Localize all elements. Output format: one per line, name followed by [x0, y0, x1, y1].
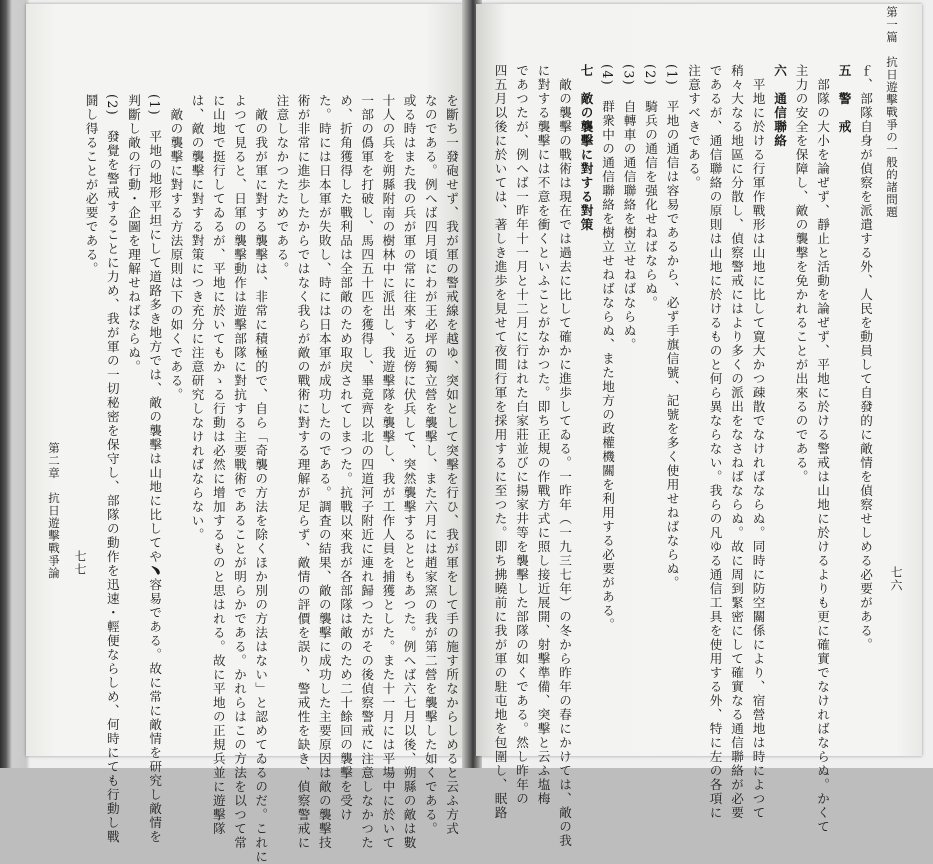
right-text-column: 六 通信聯絡: [772, 64, 787, 148]
right-text-column: (1) 平地の通信は容易であるから、必ず手旗信號、記號を多く使用せねばならぬ。: [664, 64, 680, 591]
left-text-column: に山地で挺行してゐるが、平地に於いてもかゝる行動は必然に增加するものと思はれる。故に平地の正規兵並に遊擊隊: [210, 94, 226, 836]
right-text-column: 四五月以後に於いては、著しき進歩を見せて夜間行軍を採用するに至つた。即ち拂曉前に我が軍の駐屯地を包圍し、眠路: [492, 64, 508, 820]
left-text-column: た。時には日本軍が失敗し、時には日本軍が成功したのである。調査の結果、敵の襲擊に成功した主要原因は敵の襲擊技: [316, 94, 332, 850]
right-page-number: 七六: [889, 566, 903, 592]
right-text-column: であつたが、例へば一昨年十一月と十二月に行はれた白家莊並びに揚家井等を襲擊した部隊の如くである。然し昨年の: [514, 64, 529, 806]
right-text-column: 七 敵の襲擊に對する對策: [578, 64, 594, 232]
left-running-head: 第二章 抗日遊擊戰爭論: [47, 442, 61, 580]
left-text-column: よつて見ると、日軍の襲擊動作は遊擊部隊に對抗する主要戰術であることが明らかである。かれらはこの方法を以つて常: [232, 94, 247, 850]
left-page: [26, 4, 468, 864]
left-text-column: 一部の僞軍を打破し、馬四五十匹を獲得し、畢竟齊以北の四道河子附近に連れ歸つたがその後偵察警戒に注意しなかつた: [359, 94, 375, 850]
left-text-column: は、敵の襲擊に對する對策につき充分に注意研究しなければならない。: [189, 94, 205, 542]
left-text-column: 術が非常に進歩したからではなく我らが敵の戰術に對する理解が足らず、敵情の評價を誤り、警戒性を缺き、偵察警戒に: [295, 94, 311, 850]
left-text-column: (2) 發覺を警戒することに力め、我が軍の一切秘密を保守し、部隊の動作を迅速・輕便ならしめ、何時にても行動し戰: [104, 94, 120, 845]
left-text-column: 判斷し敵の行動・企圖を理解せねばならぬ。: [126, 94, 141, 374]
left-text-column: (1) 平地の地形平坦にして道路多き地方では、敵の襲擊は山地に比してや﹅容易である。故に常に敵情を研究し敵情を: [147, 94, 163, 845]
left-text-column: を斷ち一發砲せず、我が軍の警戒線を越ゆ、突如として突擊を行ひ、我が軍をして手の施す所なからしめると云ふ方式: [444, 94, 459, 836]
left-text-column: 或る時はまた我の兵が軍の常に往來する近傍に伏兵して、突然襲擊するとともあつた。例へば六七月以後、朔縣の敵は數: [401, 94, 417, 850]
right-text-column: 主力の安全を保障し、敵の襲撃を免かれることが出來るのである。: [793, 64, 809, 484]
right-text-column: (3) 自轉車の通信聯絡を樹立せねばならぬ。: [621, 64, 637, 353]
right-text-column: に對する襲擊には不意を衝くといふことがなかつた。即ち正規の作戰方式に照し接近展開、射擊準備、突擊と云ふ塩梅: [535, 64, 551, 806]
right-text-column: (2) 騎兵の通信を强化せねばならぬ。: [643, 64, 658, 311]
left-text-column: なのである。例へば四月頃にわが王必坪の獨立營を襲擊し、また六月には趙家窯の我が第二營を襲擊した如くである。: [422, 94, 438, 836]
left-text-column: め、折角獲得した戰利品は全部敵のため取戻されてしまつた。抗戰以來我が各部隊は敵のため二十餘回の襲擊を受け: [338, 94, 353, 822]
right-page: [476, 4, 922, 848]
right-text-column: 敵の襲擊の戰術は現在では過去に比して確かに進歩してゐる。一昨年（一九三七年）の冬から昨年の春にかけては、敵の我: [557, 64, 572, 848]
right-text-column: であるが、通信聯絡の原則は山地に於けるものと何ら異ならない。我らの凡ゆる通信工具を使用する外、特に左の各項に: [707, 64, 723, 820]
left-page-number: 七七: [73, 550, 87, 576]
right-text-column: ｆ、部隊自身が偵察を派遣する外、人民を動員して自發的に敵情を偵察せしめる必要がある。: [858, 64, 873, 652]
left-text-column: 注意しなかつたためである。: [274, 94, 290, 276]
right-text-column: 五 警 戒: [836, 64, 852, 134]
right-text-column: 部隊の大小を論ぜず、靜止と活動を論ぜず、平地に於ける警戒は山地に於けるよりも更に確實でなければならぬ。かくて: [815, 64, 830, 834]
left-text-column: 十人の兵を朔縣附南の樹林中に派出し、我遊擊隊を襲擊し、我が工作人員を捕獲とした。また十一月には平場中に於いて: [380, 94, 396, 850]
right-text-column: (4) 群衆中の通信聯絡を樹立せねばならぬ、また地方の政權機關を利用する必要がある。: [600, 64, 615, 633]
right-text-column: 平地に於ける行軍作戰形は山地に比して寛大かつ疎散でなければならぬ。同時に防空關係により、宿營地は時によつて: [750, 64, 766, 820]
right-text-column: 注意すべきである。: [686, 64, 701, 190]
left-text-column: 鬪し得ることが必要である。: [83, 94, 99, 276]
right-running-head: 第一篇 抗日遊擊戰爭の一般的諸問題: [885, 6, 899, 219]
right-text-column: 稍々大なる地區に分散し、偵察警戒にはより多くの派出をなさねばならぬ。故に周到緊密にして確實なる通信聯絡が必要: [729, 64, 744, 820]
left-text-column: 敵の我が軍に對する襲擊は、非常に積極的で、自ら「奇襲の方法を除くほか別の方法はない」と認めてゐるのだ。これに: [253, 94, 269, 864]
left-text-column: 敵の襲擊に對する方法原則は下の如くである。: [168, 94, 184, 402]
